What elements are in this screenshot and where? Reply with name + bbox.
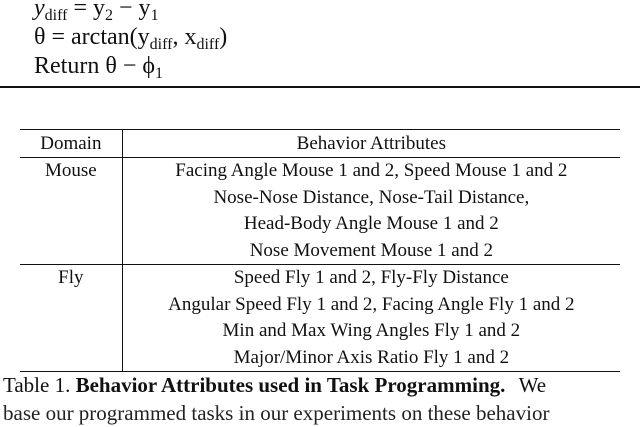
algorithm-subscript: 2 (105, 7, 114, 24)
algorithm-subscript: 1 (150, 7, 159, 24)
algorithm-line-return (34, 52, 227, 81)
algorithm-subscript: diff (149, 36, 173, 53)
algorithm-bottom-rule (0, 86, 640, 88)
attribute-line: Min and Max Wing Angles Fly 1 and 2 (222, 320, 521, 341)
attribute-line: Nose-Nose Distance, Nose-Tail Distance, (213, 186, 530, 208)
algorithm-expression: ) (219, 24, 228, 50)
attributes-cell-mouse (122, 158, 620, 265)
header-behavior-attributes: Behavior Attributes (122, 130, 620, 158)
attribute-line: Major/Minor Axis Ratio Fly 1 and 2 (233, 346, 510, 368)
attribute-line: Speed Fly 1 and 2, Fly-Fly Distance (233, 267, 509, 288)
caption-text: We (518, 373, 547, 397)
table-row-fly (20, 265, 620, 372)
algorithm-expression: , x (172, 24, 197, 50)
algorithm-subscript: diff (44, 7, 68, 24)
domain-cell-mouse: Mouse (20, 158, 122, 265)
header-domain: Domain (20, 130, 122, 158)
algorithm-line-theta (34, 23, 227, 52)
attribute-line: Head-Body Angle Mouse 1 and 2 (243, 213, 499, 234)
algorithm-block (34, 0, 227, 81)
caption-label: Table 1. (3, 373, 71, 397)
algorithm-expression: θ = arctan(y (34, 24, 150, 50)
attribute-line: Facing Angle Mouse 1 and 2, Speed Mouse 1 and 2 (175, 160, 568, 181)
algorithm-line-ydiff (34, 0, 227, 23)
algorithm-subscript: 1 (154, 65, 163, 82)
algorithm-expression: − y (119, 0, 151, 21)
attribute-line: Nose Movement Mouse 1 and 2 (249, 239, 493, 261)
behavior-attributes-table (20, 129, 620, 372)
caption-title: Behavior Attributes used in Task Programming. (75, 373, 506, 397)
domain-cell-fly: Fly (20, 265, 122, 372)
attribute-line: Angular Speed Fly 1 and 2, Facing Angle Fly 1 and 2 (168, 293, 575, 315)
caption-continuation: base our programmed tasks in our experiments on these behavior (3, 401, 550, 425)
algorithm-expression: Return θ − ϕ (34, 53, 155, 79)
table-row-mouse (20, 158, 620, 265)
algorithm-subscript: diff (196, 36, 220, 53)
algorithm-var: y (34, 0, 45, 21)
algorithm-expression: = y (73, 0, 106, 21)
table-header-row (20, 130, 620, 158)
table-caption (3, 371, 640, 399)
attributes-cell-fly (122, 265, 620, 372)
